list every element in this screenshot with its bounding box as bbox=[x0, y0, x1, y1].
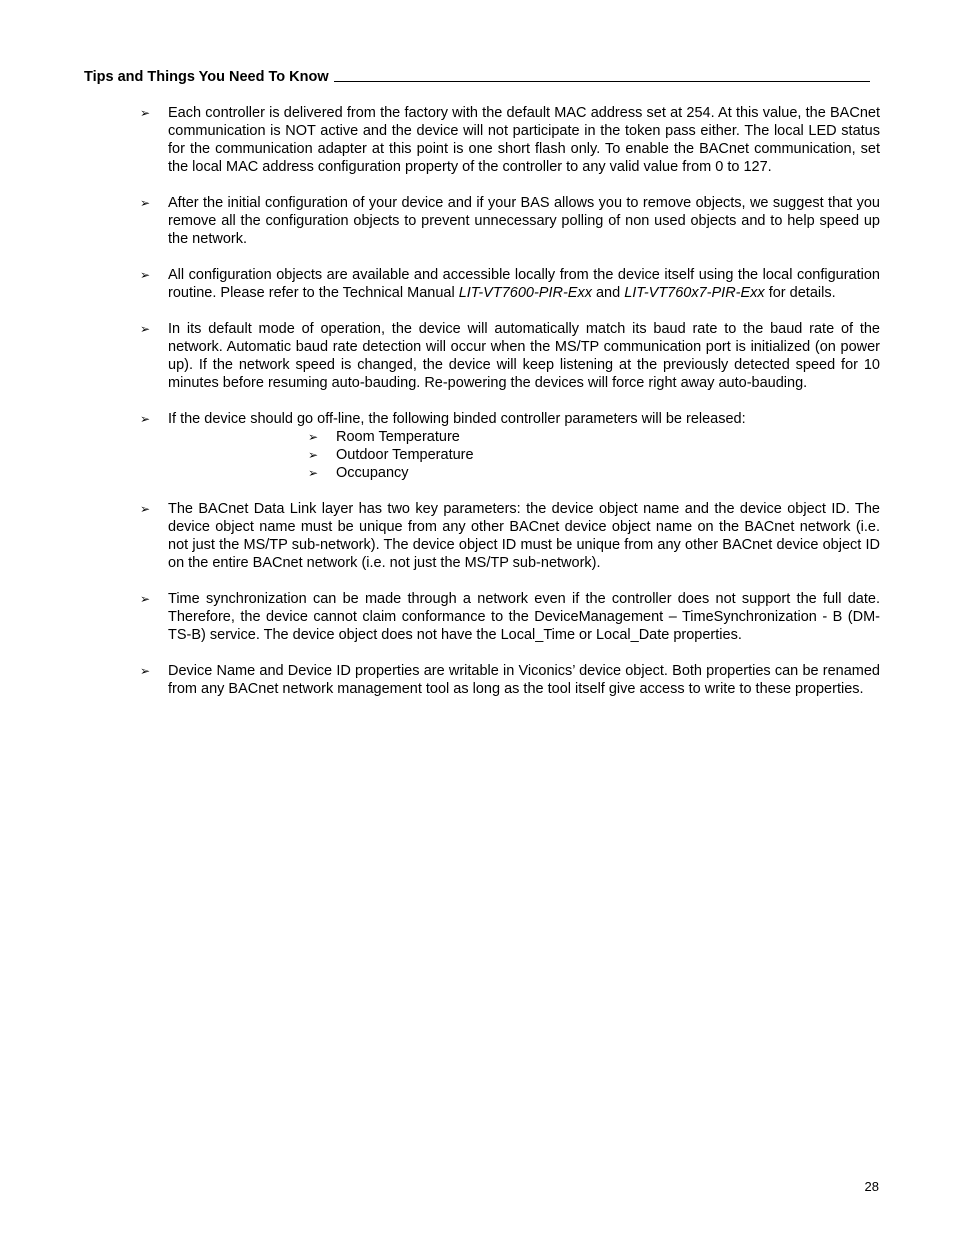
list-item bbox=[308, 464, 880, 482]
manual-reference-vt760x7: LIT-VT760x7-PIR-Exx bbox=[624, 285, 765, 301]
tip-text: Time synchronization can be made through a network even if the controller does not support the full date. Therefore, the device cannot claim conformance to the DeviceManagement – TimeSynchronization - B (DM-TS-B) service. The device object does not have the Local_Time or Local_Date properties. bbox=[168, 591, 880, 643]
parameter-outdoor-temperature: Outdoor Temperature bbox=[336, 447, 474, 463]
arrow-bullet-icon: ➢ bbox=[140, 196, 151, 210]
arrow-bullet-icon: ➢ bbox=[140, 268, 151, 282]
tip-offline-release bbox=[140, 410, 880, 482]
tip-text-block bbox=[168, 410, 880, 482]
arrow-bullet-icon: ➢ bbox=[308, 430, 319, 444]
page-number: 28 bbox=[864, 1179, 879, 1194]
heading-rule-divider bbox=[334, 81, 870, 82]
tip-text: In its default mode of operation, the device will automatically match its baud rate to the baud rate of the network. Automatic baud rate detection will occur when the MS/TP communication port is initialized (on power up). If the network speed is changed, the device will keep listening at the previously detected speed for 10 minutes before resuming auto-bauding. Re-powering the devices will force right away auto-bauding. bbox=[168, 321, 880, 391]
tip-local-configuration bbox=[140, 266, 880, 302]
arrow-bullet-icon: ➢ bbox=[140, 664, 151, 678]
arrow-bullet-icon: ➢ bbox=[140, 412, 151, 426]
section-heading-row bbox=[84, 68, 870, 86]
arrow-bullet-icon: ➢ bbox=[140, 322, 151, 336]
tip-text-middle: and bbox=[591, 285, 625, 301]
tip-text-before: All configuration objects are available and accessible locally from the device itself using the local configuration routine. Please refer to the Technical Manual bbox=[168, 267, 880, 301]
arrow-bullet-icon: ➢ bbox=[140, 106, 151, 120]
tip-remove-config-objects bbox=[140, 194, 880, 248]
tips-list bbox=[140, 104, 880, 716]
list-item bbox=[308, 446, 880, 464]
tip-text: Each controller is delivered from the factory with the default MAC address set at 254. At this value, the BACnet communication is NOT active and the device will not participate in the token pass either. The local LED status for the communication adapter at this point is one short flash only. To enable the BACnet communication, set the local MAC address configuration property of the controller to any valid value from 0 to 127. bbox=[168, 105, 880, 175]
tip-text-after: for details. bbox=[764, 285, 836, 301]
parameter-room-temperature: Room Temperature bbox=[336, 429, 460, 445]
tip-text: After the initial configuration of your device and if your BAS allows you to remove objects, we suggest that you remove all the configuration objects to prevent unnecessary polling of non used objects and to help speed up the network. bbox=[168, 195, 880, 247]
parameter-occupancy: Occupancy bbox=[336, 465, 409, 481]
tip-text: Device Name and Device ID properties are writable in Viconics’ device object. Both properties can be renamed from any BACnet network management tool as long as the tool itself give access to write to these properties. bbox=[168, 663, 880, 697]
tip-text bbox=[168, 266, 880, 302]
tip-mac-address bbox=[140, 104, 880, 176]
tip-text: If the device should go off-line, the following binded controller parameters will be released: bbox=[168, 411, 746, 427]
tip-time-synchronization bbox=[140, 590, 880, 644]
list-item bbox=[308, 428, 880, 446]
released-parameters-list bbox=[308, 428, 880, 482]
manual-reference-vt7600: LIT-VT7600-PIR-Exx bbox=[458, 285, 592, 301]
tip-data-link-layer bbox=[140, 500, 880, 572]
tip-text: The BACnet Data Link layer has two key parameters: the device object name and the device object ID. The device object name must be unique from any other BACnet device object name on the BACnet network (i.e. not just the MS/TP sub-network). The device object ID must be unique from any other BACnet device object ID on the entire BACnet network (i.e. not just the MS/TP sub-network). bbox=[168, 501, 880, 571]
tip-writable-properties bbox=[140, 662, 880, 698]
section-heading: Tips and Things You Need To Know bbox=[84, 69, 329, 85]
arrow-bullet-icon: ➢ bbox=[308, 466, 319, 480]
arrow-bullet-icon: ➢ bbox=[308, 448, 319, 462]
arrow-bullet-icon: ➢ bbox=[140, 502, 151, 516]
tip-auto-baud bbox=[140, 320, 880, 392]
arrow-bullet-icon: ➢ bbox=[140, 592, 151, 606]
